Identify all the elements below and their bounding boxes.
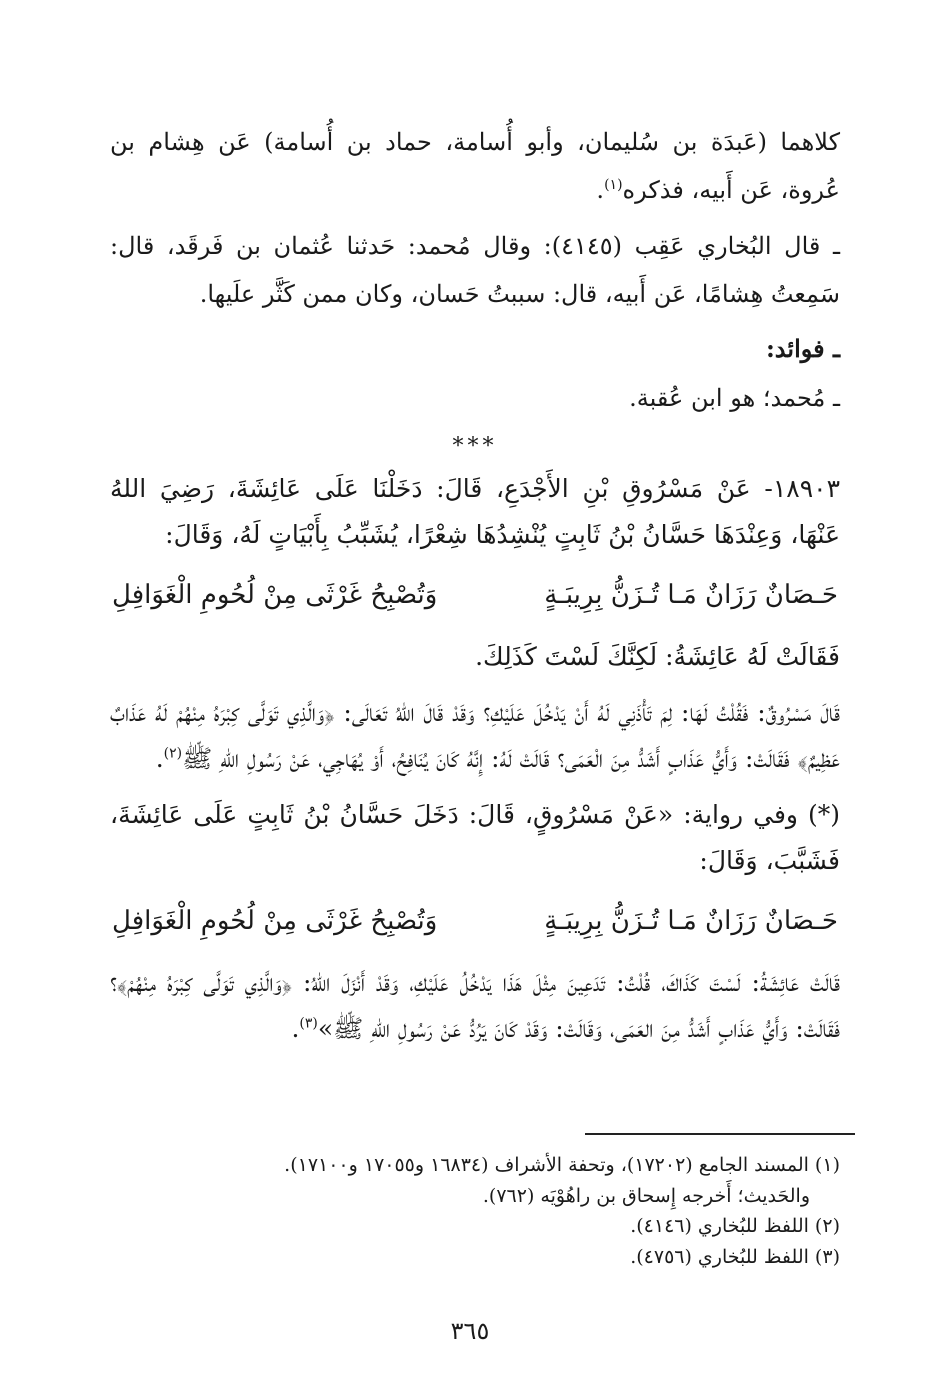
footnote-ref-2: (٢) — [163, 745, 183, 762]
riwaya-intro: (*) وفي رواية: «عَنْ مَسْرُوقٍ، قَالَ: دَخَلَ حَسَّانُ بْنُ ثَابِتٍ عَلَى عَائِشَةَ، فَشَبَّبَ، وَقَالَ: — [110, 800, 840, 875]
footnote-2: (٢) اللفظ للبُخاري (٤١٤٦). — [630, 1215, 840, 1237]
footnote-3: (٣) اللفظ للبُخاري (٤٧٥٦). — [630, 1245, 840, 1268]
verse-left-hemistich: وَتُصْبِحُ غَرْثَى مِنْ لُحُومِ الْغَوَافِلِ — [112, 580, 438, 610]
verse-right-hemistich: حَـصَانٌ رَزَانٌ مَـا تُـزَنُّ بِرِيبَـةٍ — [544, 906, 838, 936]
section-separator: *** — [452, 434, 498, 459]
masruq-text: قَالَ مَسْرُوقٌ: فَقُلْتُ لَهَا: لِمَ تَأْذَنِي لَهُ أَنْ يَدْخُلَ عَلَيْكِ؟ وَقَدْ قَالَ اللهُ تَعَالَى: ﴿وَالَّذِي تَوَلَّى كِبْرَهُ مِنْهُمْ لَهُ عَذَابٌ عَظِيمٌ﴾ فَقَالَتْ: وَأَيُّ عَذَابٍ أَشَدُّ مِنَ الْعَمَى؟ قَالَتْ لَهُ: إِنَّهُ كَانَ يُنَافِحُ، أَوْ يُهَاجِي، عَنْ رَسُولِ اللهِ ﷺ — [110, 698, 840, 773]
fawaid-heading: ـ فوائد: — [765, 334, 840, 363]
footnotes — [110, 1150, 840, 1272]
poem-verse-1 — [110, 568, 840, 622]
poem-verse-2 — [110, 894, 840, 948]
footnote-ref-1: (١) — [604, 177, 623, 193]
page-number: ٣٦٥ — [450, 1317, 490, 1345]
verse-right-hemistich: حَـصَانٌ رَزَانٌ مَـا تُـزَنُّ بِرِيبَـةٍ — [544, 580, 838, 610]
chain-end: . — [596, 176, 605, 204]
verse-left-hemistich: وَتُصْبِحُ غَرْثَى مِنْ لُحُومِ الْغَوَافِلِ — [112, 906, 438, 936]
chain-text: كلاهما (عَبدَة بن سُليمان، وأبو أُسامة، حماد بن أُسامة) عَن هِشام بن عُروة، عَن أَبيه، فذكره — [110, 128, 840, 204]
paragraph-bukhari-note: ـ قال البُخاري عَقِب (٤١٤٥): وقال مُحمد: حَدثنا عُثمان بن فَرقَد، قال: سَمِعتُ هِشامًا، عَن أَبيه، قال: سببتُ حَسان، وكان ممن كَثَّر علَيها. — [110, 232, 841, 308]
masruq-end: . — [155, 744, 164, 773]
hadith-intro: ١٨٩٠٣- عَنْ مَسْرُوقِ بْنِ الأَجْدَعِ، قَالَ: دَخَلْنَا عَلَى عَائِشَةَ، رَضِيَ اللهُ عَنْهَا، وَعِنْدَهَا حَسَّانُ بْنُ ثَابِتٍ يُنْشِدُهَا شِعْرًا، يُشَبِّبُ بِأَبْيَاتٍ لَهُ، وَقَالَ: — [110, 474, 840, 549]
riwaya-closing-end: . — [291, 1014, 300, 1043]
footnote-1-continuation: والحَديث؛ أَخرجه إِسحاق بن راهُوْيَه (٧٦٢). — [482, 1184, 810, 1207]
riwaya-closing — [110, 960, 840, 1052]
footnote-ref-3: (٣) — [299, 1015, 318, 1032]
footnote-divider — [585, 1133, 855, 1135]
riwaya-closing-text: قَالَتْ عَائِشَةُ: لَسْتَ كَذَاكَ، قُلْتُ: تَدَعِينَ مِثْلَ هَذَا يَدْخُلُ عَلَيْكِ، وَقَدْ أَنْزَلَ اللهُ: ﴿وَالَّذِي تَوَلَّى كِبْرَهُ مِنْهُمْ﴾؟ فَقَالَتْ: وَأَيُّ عَذَابٍ أَشَدُّ مِنَ العَمَى، وَقَالَتْ: وَقَدْ كَانَ يَرُدُّ عَنْ رَسُولِ اللهِ ﷺ» — [110, 968, 840, 1043]
masruq-question — [110, 690, 840, 782]
page-body — [110, 118, 840, 1062]
paragraph-chain — [110, 118, 840, 214]
footnote-1: (١) المسند الجامع (١٧٢٠٢)، وتحفة الأشراف (١٦٨٣٤ و١٧٠٥٥ و١٧١٠٠). — [284, 1154, 840, 1176]
fawaid-text: ـ مُحمد؛ هو ابن عُقبة. — [629, 384, 840, 412]
aisha-reply: فَقَالَتْ لَهُ عَائِشَةُ: لَكِنَّكَ لَسْتَ كَذَلِكَ. — [475, 642, 840, 671]
